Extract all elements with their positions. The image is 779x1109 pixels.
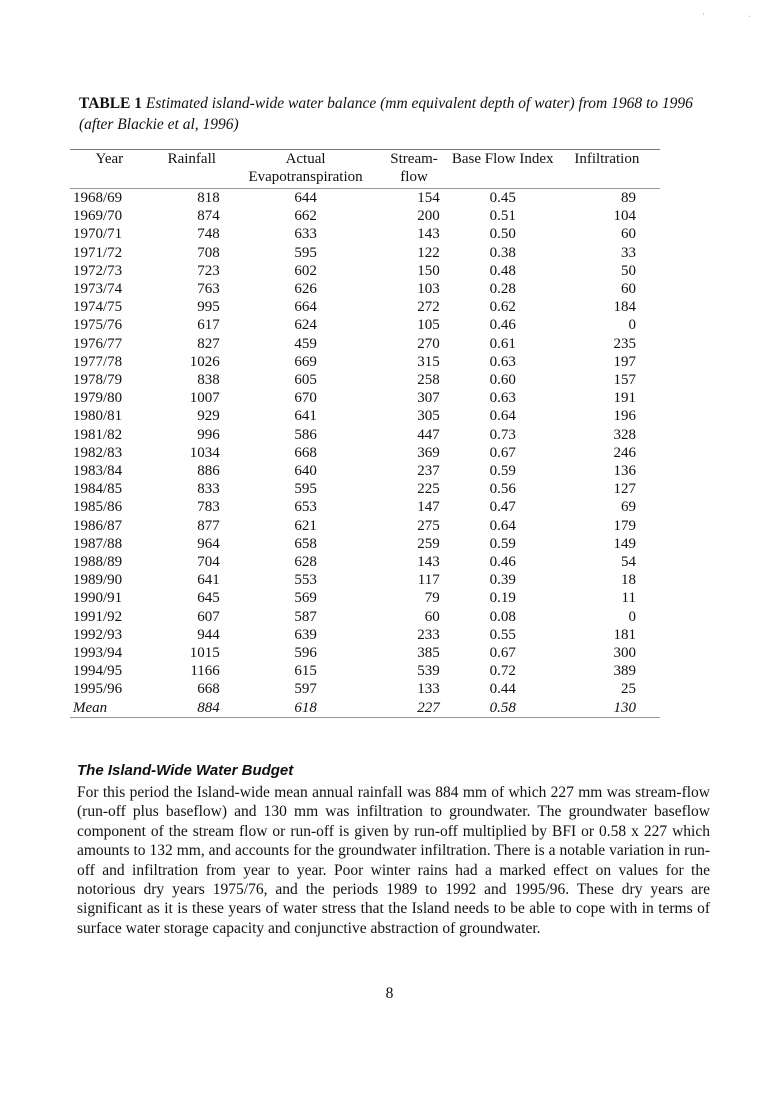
cell-rainfall: 704 bbox=[197, 554, 220, 571]
cell-year: 1987/88 bbox=[73, 535, 123, 552]
cell-rainfall: 944 bbox=[197, 626, 220, 643]
header-year: Year bbox=[95, 151, 124, 167]
cell-bfi: 0.39 bbox=[489, 572, 516, 589]
cell-bfi: 0.46 bbox=[489, 554, 516, 571]
cell-infiltration: 300 bbox=[613, 645, 636, 662]
cell-year: 1969/70 bbox=[73, 208, 123, 225]
cell-bfi: 0.59 bbox=[489, 535, 516, 552]
table-row bbox=[70, 335, 660, 353]
cell-year: 1986/87 bbox=[73, 517, 123, 534]
table-row bbox=[70, 535, 660, 553]
table-row bbox=[70, 462, 660, 480]
cell-streamflow: 258 bbox=[417, 372, 440, 389]
cell-year: 1991/92 bbox=[73, 608, 123, 625]
cell-evapotranspiration: 586 bbox=[294, 426, 317, 443]
cell-evapotranspiration: 640 bbox=[294, 463, 317, 480]
cell-infiltration: 104 bbox=[613, 208, 636, 225]
table-row bbox=[70, 225, 660, 243]
cell-bfi: 0.44 bbox=[489, 681, 516, 698]
cell-bfi: 0.48 bbox=[489, 262, 516, 279]
cell-year: 1978/79 bbox=[73, 372, 123, 389]
cell-bfi: 0.55 bbox=[489, 626, 516, 643]
cell-year: 1983/84 bbox=[73, 463, 123, 480]
table-row bbox=[70, 480, 660, 498]
cell-streamflow: 275 bbox=[417, 517, 440, 534]
cell-streamflow: 103 bbox=[417, 281, 440, 298]
cell-year: 1984/85 bbox=[73, 481, 123, 498]
cell-rainfall: 1026 bbox=[189, 353, 220, 370]
cell-rainfall: 783 bbox=[197, 499, 220, 516]
cell-evapotranspiration: 621 bbox=[294, 517, 317, 534]
cell-bfi: 0.56 bbox=[489, 481, 516, 498]
cell-year: 1992/93 bbox=[73, 626, 123, 643]
cell-rainfall: 833 bbox=[197, 481, 220, 498]
cell-streamflow: 305 bbox=[417, 408, 440, 425]
cell-year: 1976/77 bbox=[73, 335, 123, 352]
cell-infiltration: 89 bbox=[621, 190, 636, 206]
cell-streamflow: 270 bbox=[417, 335, 440, 352]
cell-streamflow: 315 bbox=[417, 353, 440, 370]
cell-infiltration: 246 bbox=[613, 444, 636, 461]
table-row bbox=[70, 389, 660, 407]
table-row bbox=[70, 517, 660, 535]
cell-rainfall: 645 bbox=[197, 590, 220, 607]
table-row bbox=[70, 316, 660, 334]
cell-year: 1988/89 bbox=[73, 554, 123, 571]
cell-year: 1993/94 bbox=[73, 645, 123, 662]
cell-streamflow: 225 bbox=[417, 481, 440, 498]
table-row bbox=[70, 298, 660, 316]
cell-evapotranspiration: 662 bbox=[294, 208, 317, 225]
cell-evapotranspiration: 668 bbox=[294, 444, 317, 461]
header-rainfall: Rainfall bbox=[167, 151, 216, 167]
cell-year: 1970/71 bbox=[73, 226, 123, 243]
cell-year: 1973/74 bbox=[73, 281, 123, 298]
cell-year: 1980/81 bbox=[73, 408, 123, 425]
cell-year: 1977/78 bbox=[73, 353, 123, 370]
cell-year: 1981/82 bbox=[73, 426, 123, 443]
cell-evapotranspiration: 595 bbox=[294, 244, 317, 261]
cell-streamflow: 143 bbox=[417, 554, 440, 571]
table-row bbox=[70, 662, 660, 680]
cell-bfi: 0.61 bbox=[489, 335, 516, 352]
cell-bfi: 0.19 bbox=[489, 590, 516, 607]
header-evapotranspiration bbox=[235, 150, 377, 189]
cell-infiltration: 18 bbox=[621, 572, 636, 589]
cell-rainfall: 668 bbox=[197, 681, 220, 698]
table-row bbox=[70, 644, 660, 662]
cell-infiltration: 136 bbox=[613, 463, 636, 480]
cell-bfi: 0.64 bbox=[489, 517, 516, 534]
cell-bfi: 0.64 bbox=[489, 408, 516, 425]
cell-evapotranspiration: 553 bbox=[294, 572, 317, 589]
table-row bbox=[70, 280, 660, 298]
table-header-row bbox=[70, 150, 660, 189]
cell-evapotranspiration: 596 bbox=[294, 645, 317, 662]
header-sf-line1: Stream- bbox=[390, 151, 438, 167]
cell-rainfall: 617 bbox=[197, 317, 220, 334]
cell-infiltration: 25 bbox=[621, 681, 636, 698]
table-row bbox=[70, 189, 660, 208]
cell-year: 1968/69 bbox=[73, 190, 123, 206]
cell-bfi: 0.72 bbox=[489, 663, 516, 680]
table-mean-row bbox=[70, 699, 660, 718]
cell-year: 1994/95 bbox=[73, 663, 123, 680]
cell-streamflow: 272 bbox=[417, 299, 440, 316]
table-row bbox=[70, 553, 660, 571]
cell-bfi: 0.60 bbox=[489, 372, 516, 389]
table-row bbox=[70, 407, 660, 425]
header-et-line2: Evapotranspiration bbox=[248, 169, 363, 185]
cell-evapotranspiration: 670 bbox=[294, 390, 317, 407]
cell-year: 1985/86 bbox=[73, 499, 123, 516]
cell-infiltration: 50 bbox=[621, 262, 636, 279]
cell-rainfall: 886 bbox=[197, 463, 220, 480]
cell-streamflow: 385 bbox=[417, 645, 440, 662]
cell-rainfall: 877 bbox=[197, 517, 220, 534]
cell-bfi: 0.08 bbox=[489, 608, 516, 625]
table-row bbox=[70, 207, 660, 225]
cell-streamflow: 60 bbox=[424, 608, 440, 625]
cell-rainfall: 874 bbox=[197, 208, 220, 225]
header-et-line1: Actual bbox=[285, 151, 326, 167]
table-body bbox=[70, 189, 660, 718]
cell-year: 1979/80 bbox=[73, 390, 123, 407]
cell-bfi: 0.73 bbox=[489, 426, 516, 443]
mean-et: 618 bbox=[235, 699, 377, 718]
cell-bfi: 0.63 bbox=[489, 353, 516, 370]
cell-bfi: 0.38 bbox=[489, 244, 516, 261]
cell-infiltration: 181 bbox=[613, 626, 636, 643]
cell-evapotranspiration: 669 bbox=[294, 353, 317, 370]
cell-streamflow: 237 bbox=[417, 463, 440, 480]
cell-evapotranspiration: 459 bbox=[294, 335, 317, 352]
table-row bbox=[70, 589, 660, 607]
scan-mark: ˈ bbox=[748, 14, 751, 24]
cell-rainfall: 818 bbox=[197, 190, 220, 206]
cell-year: 1971/72 bbox=[73, 244, 123, 261]
cell-bfi: 0.28 bbox=[489, 281, 516, 298]
cell-infiltration: 60 bbox=[621, 226, 636, 243]
cell-evapotranspiration: 641 bbox=[294, 408, 317, 425]
cell-streamflow: 369 bbox=[417, 444, 440, 461]
mean-bfi: 0.58 bbox=[452, 699, 554, 718]
cell-evapotranspiration: 605 bbox=[294, 372, 317, 389]
cell-rainfall: 964 bbox=[197, 535, 220, 552]
cell-evapotranspiration: 587 bbox=[294, 608, 317, 625]
cell-rainfall: 995 bbox=[197, 299, 220, 316]
cell-bfi: 0.50 bbox=[489, 226, 516, 243]
cell-streamflow: 147 bbox=[417, 499, 440, 516]
cell-infiltration: 0 bbox=[628, 317, 636, 334]
cell-streamflow: 133 bbox=[417, 681, 440, 698]
cell-bfi: 0.46 bbox=[489, 317, 516, 334]
cell-evapotranspiration: 644 bbox=[294, 190, 317, 206]
cell-streamflow: 447 bbox=[417, 426, 440, 443]
cell-evapotranspiration: 626 bbox=[294, 281, 317, 298]
cell-infiltration: 60 bbox=[621, 281, 636, 298]
mean-infiltration: 130 bbox=[554, 699, 660, 718]
cell-streamflow: 122 bbox=[417, 244, 440, 261]
water-balance-table bbox=[70, 149, 660, 718]
table-caption bbox=[79, 93, 719, 135]
cell-bfi: 0.59 bbox=[489, 463, 516, 480]
cell-rainfall: 996 bbox=[197, 426, 220, 443]
cell-infiltration: 196 bbox=[613, 408, 636, 425]
cell-infiltration: 235 bbox=[613, 335, 636, 352]
cell-bfi: 0.63 bbox=[489, 390, 516, 407]
cell-infiltration: 184 bbox=[613, 299, 636, 316]
table-row bbox=[70, 571, 660, 589]
cell-infiltration: 33 bbox=[621, 244, 636, 261]
mean-streamflow: 227 bbox=[376, 699, 451, 718]
cell-year: 1974/75 bbox=[73, 299, 123, 316]
cell-evapotranspiration: 653 bbox=[294, 499, 317, 516]
cell-year: 1982/83 bbox=[73, 444, 123, 461]
cell-rainfall: 827 bbox=[197, 335, 220, 352]
cell-evapotranspiration: 639 bbox=[294, 626, 317, 643]
cell-rainfall: 929 bbox=[197, 408, 220, 425]
cell-streamflow: 233 bbox=[417, 626, 440, 643]
table-row bbox=[70, 626, 660, 644]
cell-infiltration: 149 bbox=[613, 535, 636, 552]
cell-bfi: 0.67 bbox=[489, 645, 516, 662]
header-streamflow bbox=[376, 150, 451, 189]
table-row bbox=[70, 353, 660, 371]
cell-streamflow: 200 bbox=[417, 208, 440, 225]
cell-rainfall: 607 bbox=[197, 608, 220, 625]
header-infiltration: Infiltration bbox=[574, 151, 640, 167]
table-row bbox=[70, 444, 660, 462]
cell-infiltration: 0 bbox=[628, 608, 636, 625]
cell-streamflow: 539 bbox=[417, 663, 440, 680]
cell-rainfall: 723 bbox=[197, 262, 220, 279]
cell-infiltration: 328 bbox=[613, 426, 636, 443]
cell-streamflow: 150 bbox=[417, 262, 440, 279]
table-row bbox=[70, 498, 660, 516]
table-row bbox=[70, 680, 660, 698]
cell-rainfall: 748 bbox=[197, 226, 220, 243]
cell-infiltration: 179 bbox=[613, 517, 636, 534]
table-row bbox=[70, 262, 660, 280]
scan-mark: ˈ bbox=[702, 12, 705, 22]
cell-year: 1972/73 bbox=[73, 262, 123, 279]
table-row bbox=[70, 244, 660, 262]
cell-infiltration: 157 bbox=[613, 372, 636, 389]
page-number: 8 bbox=[385, 985, 394, 1002]
cell-streamflow: 143 bbox=[417, 226, 440, 243]
cell-infiltration: 191 bbox=[613, 390, 636, 407]
cell-streamflow: 105 bbox=[417, 317, 440, 334]
cell-evapotranspiration: 595 bbox=[294, 481, 317, 498]
cell-streamflow: 154 bbox=[417, 190, 440, 206]
table-caption-text: Estimated island-wide water balance (mm equivalent depth of water) from 1968 to 1996 (after Blackie et al, 1996) bbox=[79, 95, 693, 133]
section-heading: The Island-Wide Water Budget bbox=[77, 762, 294, 779]
cell-year: 1975/76 bbox=[73, 317, 123, 334]
cell-rainfall: 641 bbox=[197, 572, 220, 589]
table-row bbox=[70, 426, 660, 444]
cell-streamflow: 79 bbox=[424, 590, 440, 607]
cell-infiltration: 389 bbox=[613, 663, 636, 680]
cell-evapotranspiration: 633 bbox=[294, 226, 317, 243]
cell-bfi: 0.51 bbox=[489, 208, 516, 225]
cell-evapotranspiration: 624 bbox=[294, 317, 317, 334]
cell-streamflow: 117 bbox=[417, 572, 440, 589]
cell-infiltration: 197 bbox=[613, 353, 636, 370]
cell-infiltration: 54 bbox=[621, 554, 636, 571]
cell-evapotranspiration: 602 bbox=[294, 262, 317, 279]
cell-rainfall: 1034 bbox=[189, 444, 220, 461]
cell-streamflow: 307 bbox=[417, 390, 440, 407]
cell-year: 1995/96 bbox=[73, 681, 123, 698]
section-body: For this period the Island-wide mean annual rainfall was 884 mm of which 227 mm was stream-flow (run-off plus baseflow) and 130 mm was infiltration to groundwater. The groundwater baseflow component of the stream flow or run-off is given by run-off multiplied by BFI or 0.58 x 227 which amounts to 132 mm, and accounts for the groundwater infiltration. There is a notable variation in run-off and infiltration from year to year. Poor winter rains had a marked effect on values for the notorious dry years 1975/76, and the periods 1989 to 1992 and 1995/96. These dry years are significant as it is these years of water stress that the Island needs to be able to cope with in terms of surface water storage capacity and conjunctive abstraction of groundwater. bbox=[77, 784, 710, 937]
cell-rainfall: 1007 bbox=[189, 390, 220, 407]
cell-year: 1989/90 bbox=[73, 572, 123, 589]
cell-infiltration: 127 bbox=[613, 481, 636, 498]
cell-infiltration: 11 bbox=[621, 590, 636, 607]
cell-bfi: 0.47 bbox=[489, 499, 516, 516]
cell-bfi: 0.67 bbox=[489, 444, 516, 461]
cell-rainfall: 1166 bbox=[190, 663, 220, 680]
cell-rainfall: 708 bbox=[197, 244, 220, 261]
header-sf-line2: flow bbox=[400, 169, 428, 185]
mean-rainfall: 884 bbox=[149, 699, 235, 718]
cell-evapotranspiration: 569 bbox=[294, 590, 317, 607]
cell-rainfall: 1015 bbox=[189, 645, 220, 662]
mean-year: Mean bbox=[70, 699, 149, 718]
cell-evapotranspiration: 597 bbox=[294, 681, 317, 698]
cell-evapotranspiration: 628 bbox=[294, 554, 317, 571]
table-row bbox=[70, 371, 660, 389]
header-base-flow-index: Base Flow Index bbox=[451, 151, 554, 167]
cell-infiltration: 69 bbox=[621, 499, 636, 516]
table-label: TABLE 1 bbox=[79, 95, 143, 112]
cell-evapotranspiration: 664 bbox=[294, 299, 317, 316]
cell-evapotranspiration: 658 bbox=[294, 535, 317, 552]
cell-bfi: 0.45 bbox=[489, 190, 516, 206]
cell-evapotranspiration: 615 bbox=[294, 663, 317, 680]
cell-year: 1990/91 bbox=[73, 590, 123, 607]
cell-streamflow: 259 bbox=[417, 535, 440, 552]
table-row bbox=[70, 608, 660, 626]
cell-rainfall: 838 bbox=[197, 372, 220, 389]
cell-bfi: 0.62 bbox=[489, 299, 516, 316]
cell-rainfall: 763 bbox=[197, 281, 220, 298]
